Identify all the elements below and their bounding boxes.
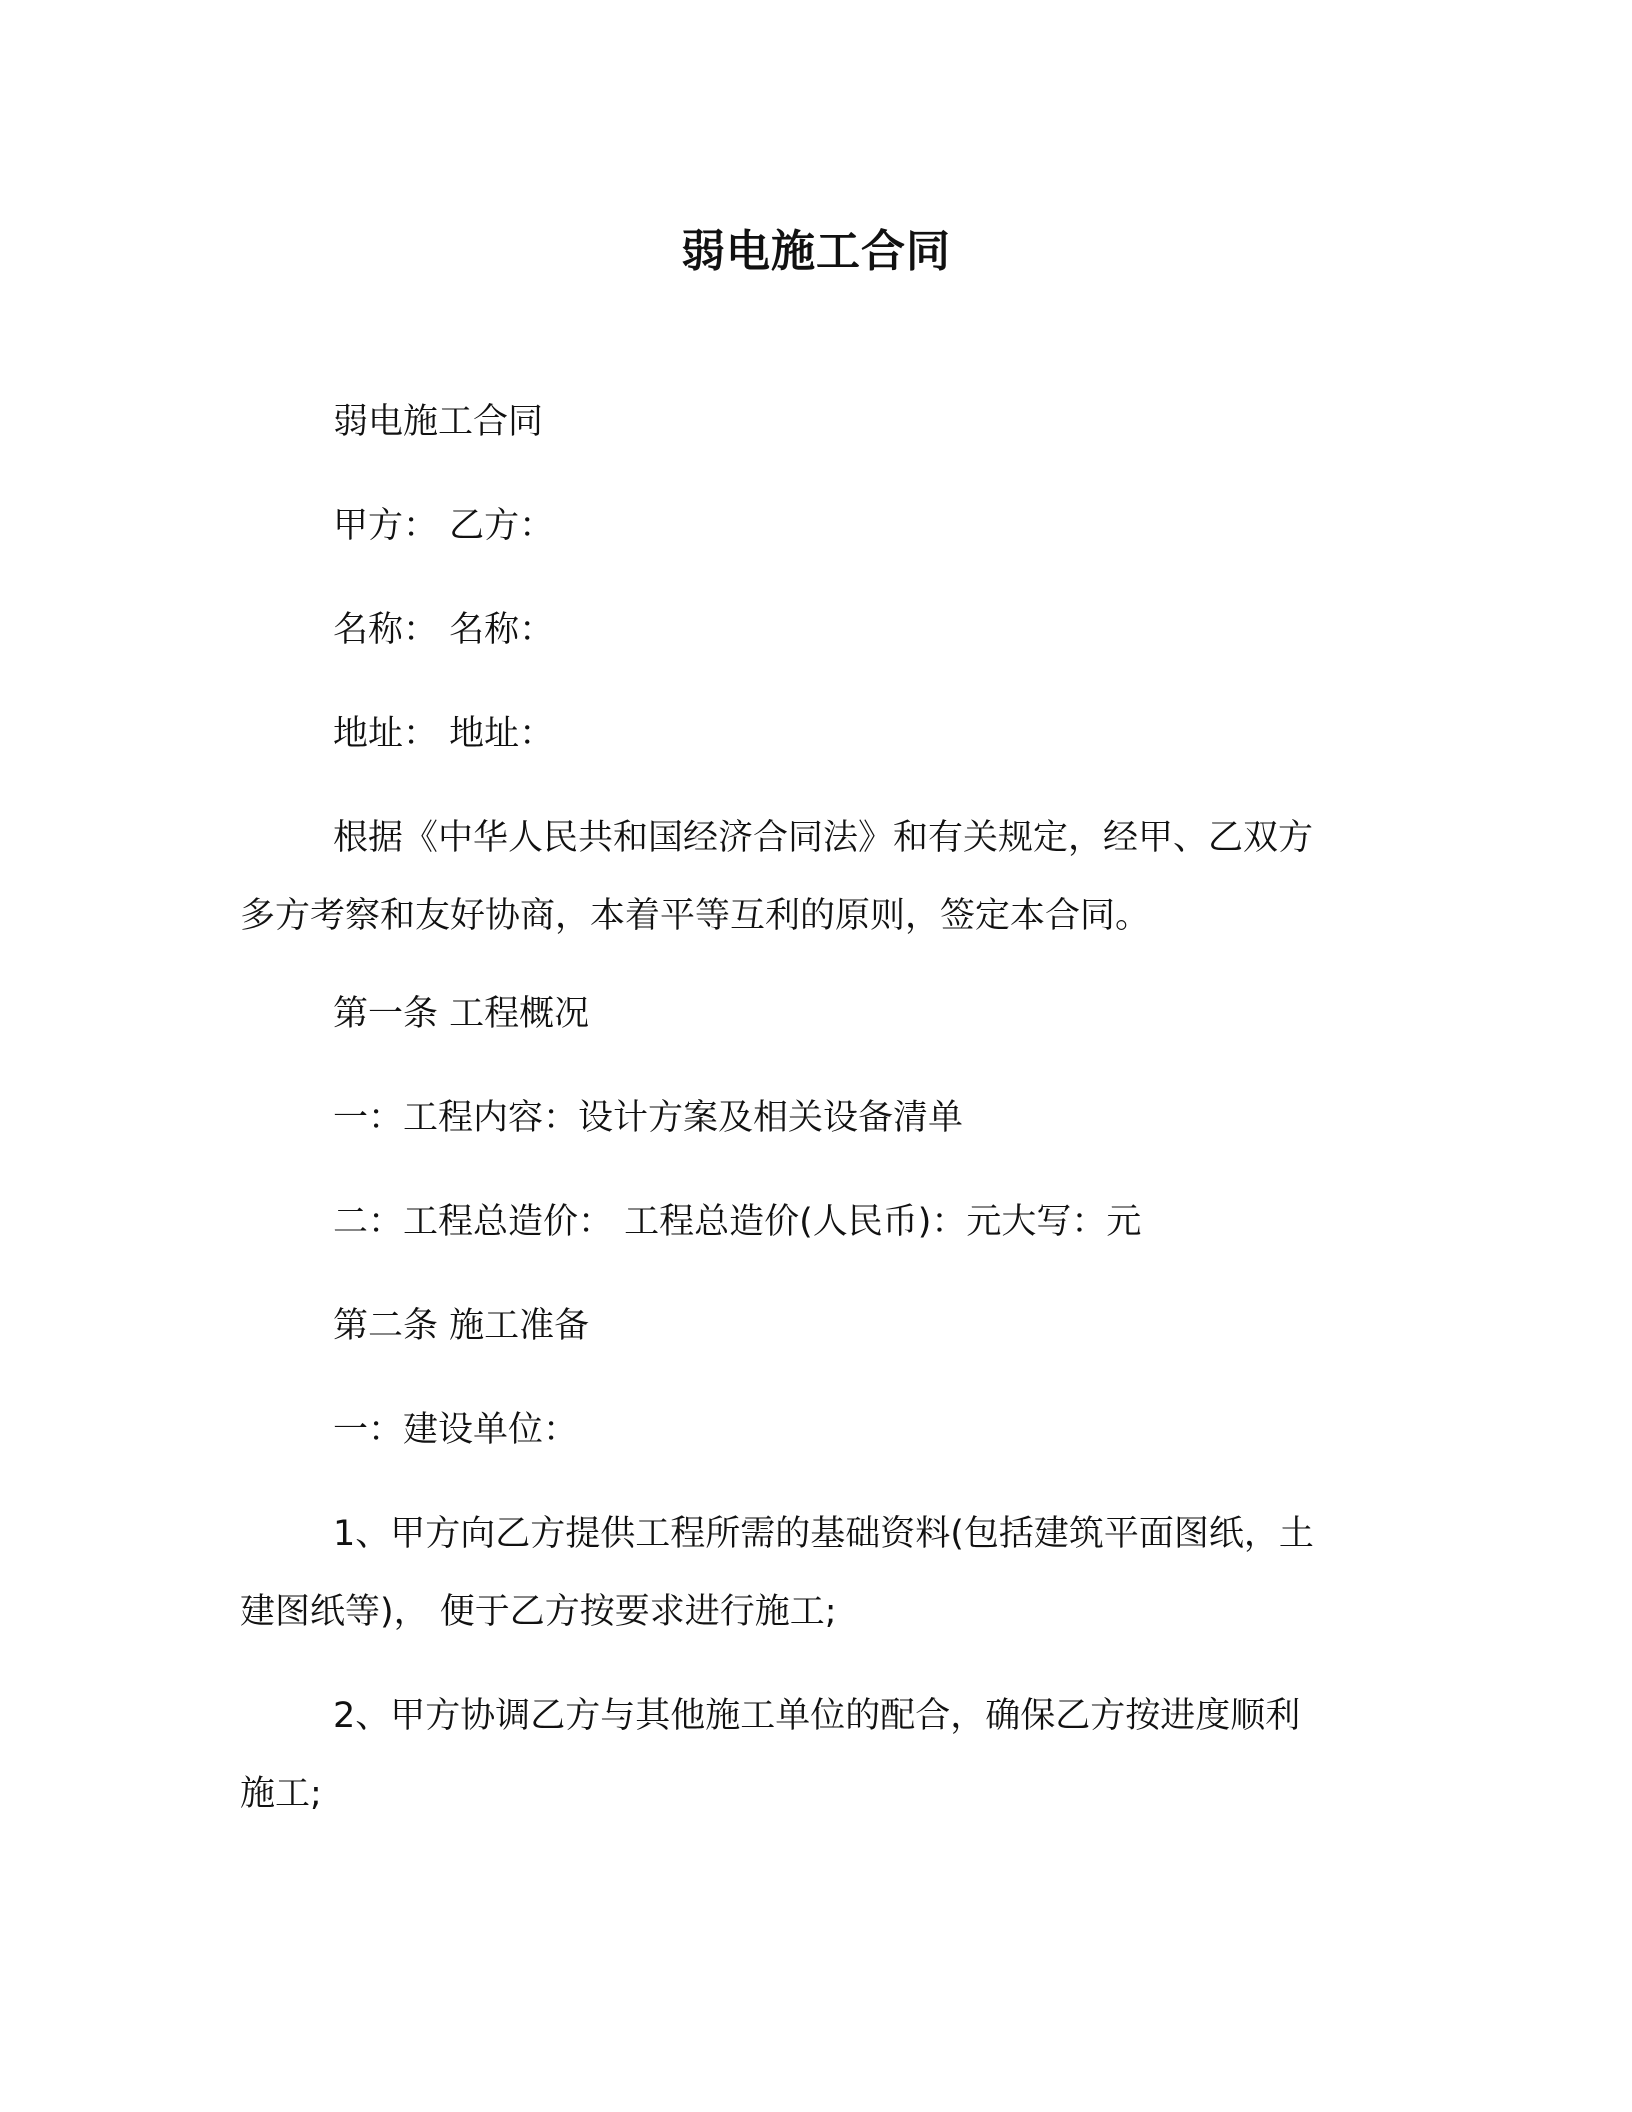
preamble-line-1: 根据《中华人民共和国经济合同法》和有关规定，经甲、乙双方 — [333, 818, 1314, 858]
clause-1-line-2: 建图纸等)， 便于乙方按要求进行施工; — [240, 1592, 837, 1632]
address-line: 地址： 地址： — [333, 714, 555, 754]
clause-2-line-1: 2、甲方协调乙方与其他施工单位的配合，确保乙方按进度顺利 — [333, 1696, 1301, 1736]
preamble-line-2: 多方考察和友好协商，本着平等互利的原则，签定本合同。 — [240, 896, 1151, 936]
article-2-heading: 第二条 施工准备 — [333, 1306, 590, 1346]
project-cost-line: 二：工程总造价： 工程总造价(人民币)：元大写：元 — [333, 1202, 1142, 1242]
party-line: 甲方： 乙方： — [333, 506, 555, 546]
article-1-heading: 第一条 工程概况 — [333, 994, 590, 1034]
contract-heading: 弱电施工合同 — [333, 402, 544, 442]
clause-1-line-1: 1、甲方向乙方提供工程所需的基础资料(包括建筑平面图纸，土 — [333, 1514, 1314, 1554]
clause-2-line-2: 施工; — [240, 1774, 322, 1814]
construction-unit-line: 一：建设单位： — [333, 1410, 579, 1450]
document-title: 弱电施工合同 — [681, 226, 951, 277]
project-content-line: 一：工程内容：设计方案及相关设备清单 — [333, 1098, 964, 1138]
name-line: 名称： 名称： — [333, 610, 555, 650]
